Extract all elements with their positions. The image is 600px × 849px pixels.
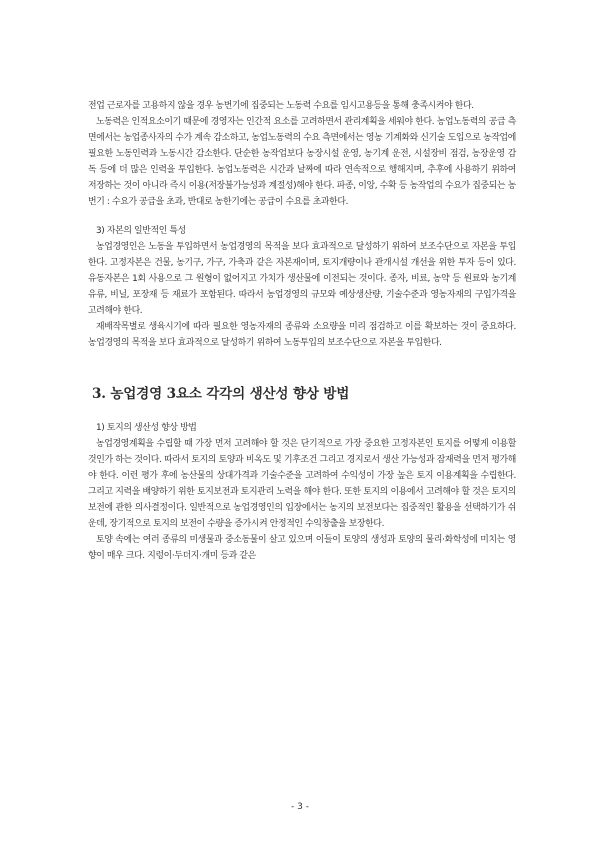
paragraph-capital-1: 농업경영인은 노동을 투입하면서 농업경영의 목적을 보다 효과적으로 달성하기 위하여 보조수단으로 자본을 투입한다. 고정자본은 건물, 농기구, 가구, 가축과 같은 자본재이며, 토지개량이나 관개시설 개선을 위한 투자 등이 있다. 유동자본은 1회 사용으로 그 원형이 없어지고 가치가 생산물에 이전되는 것이다. 종자, 비료, 농약 등 원료와 농기계 유류, 비닐, 포장재 등 재료가 포함된다. 따라서 농업경영의 규모와 예상생산량, 기술수준과 영농자재의 구입가격을 고려해야 한다.	[88, 242, 516, 316]
subsection-heading-capital: 3) 자본의 일반적인 특성	[96, 226, 186, 236]
paragraph-capital-2: 재배작목별로 생육시기에 따라 필요한 영농자재의 종류와 소요량을 미리 점검하고 이를 확보하는 것이 중요하다. 농업경영의 목적을 보다 효과적으로 달성하기 위하여 노동투입의 보조수단으로 자본을 투입한다.	[88, 322, 516, 348]
paragraph-land-2: 토양 속에는 여러 종류의 미생물과 중소동물이 살고 있으며 이들이 토양의 생성과 토양의 물리·화학성에 미치는 영향이 매우 크다. 지렁이·두더지·개미 등과 같은	[88, 535, 516, 561]
page-body	[88, 98, 516, 564]
spacer	[88, 351, 516, 384]
section-title: 3. 농업경영 3요소 각각의 생산성 향상 방법	[92, 386, 350, 402]
paragraph-land-1: 농업경영계획을 수립할 때 가장 먼저 고려해야 할 것은 단기적으로 가장 중요한 고정자본인 토지를 어떻게 이용할 것인가 하는 것이다. 따라서 토지의 토양과 비옥도 및 기후조건 그리고 경지로서 생산 가능성과 잠재력을 먼저 평가해야 한다. 이런 평가 후에 농산물의 상대가격과 기술수준을 고려하여 수익성이 가장 높은 토지 이용계획을 수립한다. 그리고 지력을 배양하기 위한 토지보전과 토지관리 노력을 해야 한다. 또한 토지의 이용에서 고려해야 할 것은 토지의 보전에 관한 의사결정이다. 일반적으로 농업경영인의 입장에서는 농지의 보전보다는 집중적인 활용을 선택하기가 쉬운데, 장기적으로 토지의 보전이 수량을 증가시켜 안정적인 수익창출을 보장한다.	[88, 439, 516, 529]
subsection-heading-land: 1) 토지의 생산성 향상 방법	[96, 423, 197, 433]
page-number: - 3 -	[291, 802, 309, 812]
paragraph-labor-continued: 전업 근로자를 고용하지 않을 경우 농번기에 집중되는 노동력 수요를 임시고용등을 통해 충족시켜야 한다.	[88, 101, 474, 111]
spacer	[88, 404, 516, 420]
paragraph-labor-management: 노동력은 인적요소이기 때문에 경영자는 인간적 요소를 고려하면서 관리계획을 세워야 한다. 농업노동력의 공급 측면에서는 농업종사자의 수가 계속 감소하고, 농업노동력의 수요 측면에서는 영농 기계화와 신기술 도입으로 농작업에 필요한 노동인력과 노동시간 감소한다. 단순한 농작업보다 농장시설 운영, 농기계 운전, 시설장비 점검, 농장운영 감독 등에 더 많은 인력을 투입한다. 농업노동력은 시간과 날짜에 따라 연속적으로 행해지며, 추후에 사용하기 위하여 저장하는 것이 아니라 즉시 이용(저장불가능성과 계절성)해야 한다. 파종, 이앙, 수확 등 농작업의 수요가 집중되는 농번기 : 수요가 공급을 초과, 반대로 농한기에는 공급이 수요를 초과한다.	[88, 117, 516, 207]
spacer	[88, 210, 516, 223]
